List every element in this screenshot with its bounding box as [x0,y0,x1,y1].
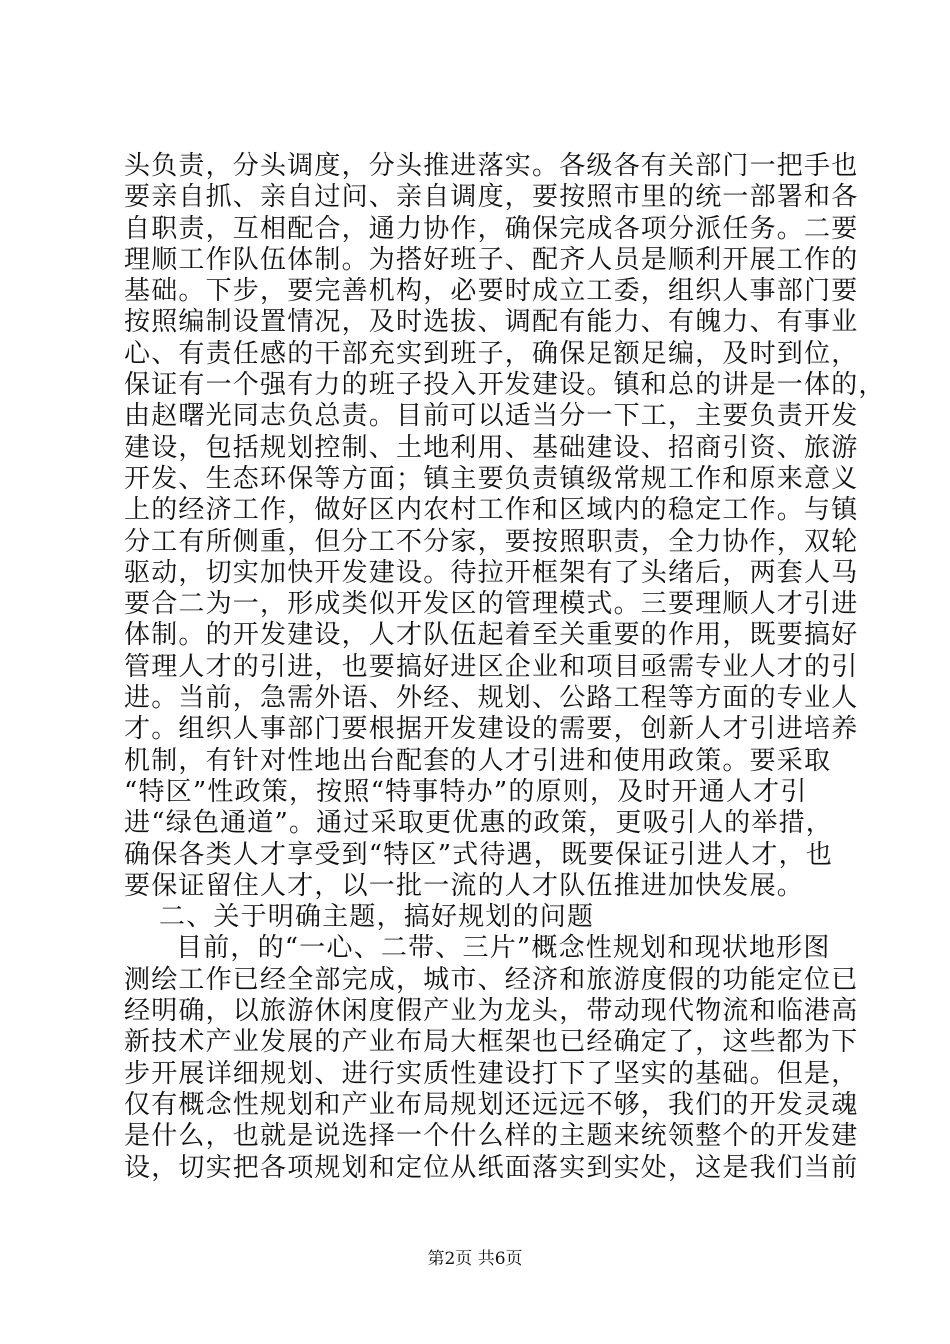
text-line: 头负责，分头调度，分头推进落实。各级各有关部门一把手也 [124,151,859,181]
text-line: 心、有责任感的干部充实到班子，确保足额足编，及时到位， [124,338,859,369]
text-line: 步开展详细规划、进行实质性建设打下了坚实的基础。但是， [124,1058,859,1089]
text-line: 经明确，以旅游休闲度假产业为龙头，带动现代物流和临港高 [124,996,859,1027]
page-footer [0,1244,950,1269]
text-line: 开发、生态环保等方面；镇主要负责镇级常规工作和原来意义 [124,463,859,494]
page-number: 第2页 共6页 [427,1249,523,1269]
text-line: 上的经济工作，做好区内农村工作和区域内的稳定工作。与镇 [124,495,859,526]
text-line: 新技术产业发展的产业布局大框架也已经确定了，这些都为下 [124,1027,859,1058]
text-line: 管理人才的引进，也要搞好进区企业和项目亟需专业人才的引 [124,651,859,682]
text-line: 机制，有针对性地出台配套的人才引进和使用政策。要采取 [124,745,832,776]
body-text [124,151,886,1184]
text-line: 驱动，切实加快开发建设。待拉开框架有了头绪后，两套人马 [124,557,859,588]
text-line: 仅有概念性规划和产业布局规划还远远不够，我们的开发灵魂 [124,1089,859,1120]
text-line: “特区”性政策，按照“特事特办”的原则，及时开通人才引 [124,776,808,807]
text-line: 理顺工作队伍体制。为搭好班子、配齐人员是顺利开展工作的 [124,244,859,275]
section-heading: 二、关于明确主题，搞好规划的问题 [159,902,595,933]
text-line: 设，切实把各项规划和定位从纸面落实到实处，这是我们当前 [124,1152,859,1183]
text-line: 确保各类人才享受到“特区”式待遇，既要保证引进人才，也 [124,839,833,870]
text-line: 测绘工作已经全部完成，城市、经济和旅游度假的功能定位已 [124,964,859,995]
text-line: 要亲自抓、亲自过问、亲自调度，要按照市里的统一部署和各 [124,182,859,213]
text-line: 要保证留住人才，以一批一流的人才队伍推进加快发展。 [124,870,805,901]
text-line: 才。组织人事部门要根据开发建设的需要，创新人才引进培养 [124,714,859,745]
text-line: 基础。下步，要完善机构，必要时成立工委，组织人事部门要 [124,276,859,307]
text-line: 体制。的开发建设，人才队伍起着至关重要的作用，既要搞好 [124,620,859,651]
text-line: 要合二为一，形成类似开发区的管理模式。三要理顺人才引进 [124,589,859,620]
text-line: 按照编制设置情况，及时选拔、调配有能力、有魄力、有事业 [124,307,859,338]
text-line: 建设，包括规划控制、土地利用、基础建设、招商引资、旅游 [124,432,859,463]
text-line: 目前，的“一心、二带、三片”概念性规划和现状地形图 [176,933,831,964]
text-line: 保证有一个强有力的班子投入开发建设。镇和总的讲是一体的， [124,370,886,401]
text-line: 进。当前，急需外语、外经、规划、公路工程等方面的专业人 [124,683,859,714]
text-line: 分工有所侧重，但分工不分家，要按照职责，全力协作，双轮 [124,526,859,557]
text-line: 自职责，互相配合，通力协作，确保完成各项分派任务。二要 [124,213,859,244]
text-line: 由赵曙光同志负总责。目前可以适当分一下工，主要负责开发 [124,401,859,432]
text-line: 是什么，也就是说选择一个什么样的主题来统领整个的开发建 [124,1121,859,1152]
text-line: 进“绿色通道”。通过采取更优惠的政策，更吸引人的举措， [124,808,833,839]
